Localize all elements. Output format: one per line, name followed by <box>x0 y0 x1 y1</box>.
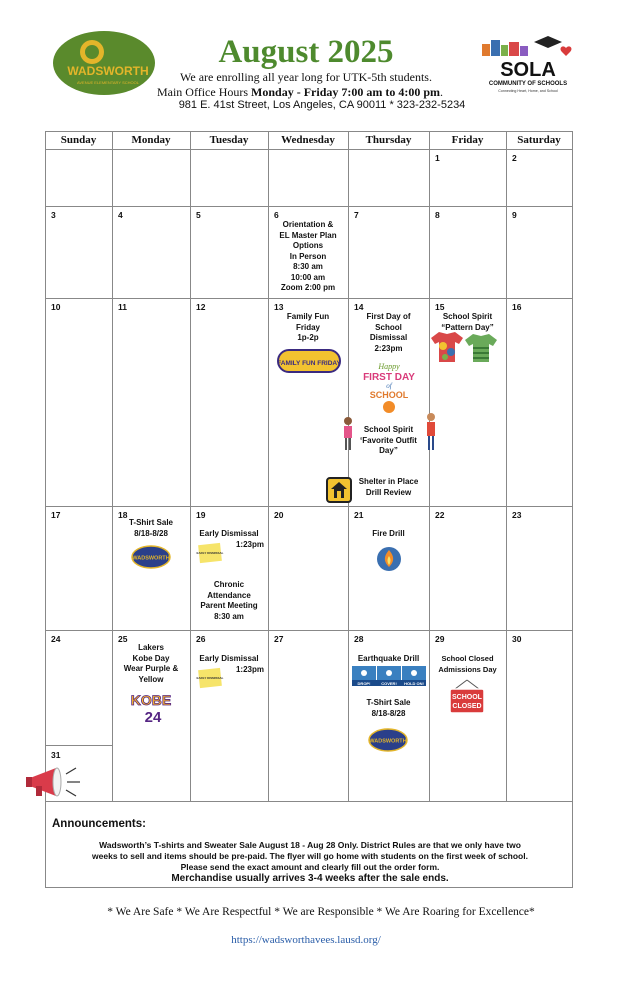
weekday-tuesday: Tuesday <box>209 134 249 146</box>
day-number: 14 <box>354 302 364 312</box>
svg-text:EARLY DISMISSAL: EARLY DISMISSAL <box>196 551 224 555</box>
svg-text:WADSWORTH: WADSWORTH <box>132 555 170 562</box>
weekday-wednesday: Wednesday <box>281 134 335 146</box>
grid-line <box>190 131 191 802</box>
day-number: 20 <box>274 510 284 520</box>
grid-line <box>45 298 573 299</box>
svg-text:KOBE: KOBE <box>130 692 172 708</box>
svg-text:Happy: Happy <box>378 362 400 371</box>
grid-line <box>45 745 113 746</box>
grid-line <box>45 206 573 207</box>
event-attendance-meeting: Chronic Attendance Parent Meeting 8:30 am <box>200 580 258 621</box>
grid-line <box>45 131 573 132</box>
school-closed-sign-icon <box>447 679 487 715</box>
day-number: 22 <box>435 510 445 520</box>
svg-text:of: of <box>386 382 392 390</box>
day-number: 19 <box>196 510 206 520</box>
calendar-grid <box>45 131 573 802</box>
enrollment-notice: We are enrolling all year long for UTK-5th students. <box>180 70 432 84</box>
first-day-of-school-icon <box>359 359 419 415</box>
wadsworth-badge-icon <box>368 728 408 752</box>
day-number: 21 <box>354 510 364 520</box>
day-number: 15 <box>435 302 445 312</box>
early-dismissal-note-icon <box>198 667 222 689</box>
page-title: August 2025 <box>218 34 394 70</box>
website-link[interactable]: https://wadsworthavees.lausd.org/ <box>231 934 381 946</box>
family-fun-badge-text: FAMILY FUN FRIDAY <box>277 360 341 367</box>
grid-line <box>45 131 46 802</box>
day-number: 3 <box>51 210 56 220</box>
megaphone-icon <box>24 764 86 800</box>
svg-text:FIRST DAY: FIRST DAY <box>363 372 415 383</box>
day-number: 12 <box>196 302 206 312</box>
logo-right-text: SOLA <box>500 59 556 81</box>
day-number: 27 <box>274 634 284 644</box>
early-dismissal-note-icon <box>198 542 222 564</box>
announcements-title: Announcements: <box>52 818 146 830</box>
grid-line <box>506 131 507 802</box>
day-number: 7 <box>354 210 359 220</box>
day-number: 26 <box>196 634 206 644</box>
event-early-dismissal-19: Early Dismissal 1:23pm <box>199 529 264 549</box>
boy-student-icon <box>424 412 438 452</box>
logo-right-subtext: COMMUNITY OF SCHOOLS <box>488 81 568 87</box>
weekday-sunday: Sunday <box>60 134 97 146</box>
wadsworth-badge-icon <box>131 545 171 569</box>
svg-text:24: 24 <box>144 709 162 726</box>
event-earthquake-drill: Earthquake Drill <box>357 654 420 663</box>
grid-line <box>572 131 573 802</box>
school-motto: * We Are Safe * We Are Respectful * We are Responsible * We Are Roaring for Excellence* <box>107 906 535 918</box>
day-number: 13 <box>274 302 284 312</box>
day-number: 17 <box>51 510 61 520</box>
day-number: 24 <box>51 634 61 644</box>
day-number: 28 <box>354 634 364 644</box>
svg-text:EARLY DISMISSAL: EARLY DISMISSAL <box>196 676 224 680</box>
event-kobe-day: Lakers Kobe Day Wear Purple & Yellow <box>123 643 179 684</box>
day-number: 6 <box>274 210 279 220</box>
event-school-closed: School Closed Admissions Day <box>438 654 497 674</box>
fire-drill-icon <box>375 545 403 573</box>
weekday-monday: Monday <box>131 134 171 146</box>
weekday-friday: Friday <box>451 134 484 146</box>
event-fire-drill: Fire Drill <box>372 529 405 538</box>
weekday-thursday: Thursday <box>365 134 412 146</box>
day-number: 1 <box>435 153 440 163</box>
day-number: 8 <box>435 210 440 220</box>
day-number: 16 <box>512 302 522 312</box>
announcements-body: Wadsworth’s T-shirts and Sweater Sale August 18 - Aug 28 Only. District Rules are that we only have two weeks to sell and items should be pre-paid. The flyer will go home with students on the first week of school. Please send the exact amount and clearly fill out the order form. Merchandise usually arrives 3-4 weeks after the sale ends. <box>92 840 528 884</box>
day-number: 5 <box>196 210 201 220</box>
day-number: 11 <box>118 302 127 312</box>
day-number: 25 <box>118 634 128 644</box>
tshirts-icon <box>427 330 499 364</box>
weekday-saturday: Saturday <box>517 134 561 146</box>
day-number: 23 <box>512 510 522 520</box>
event-orientation: Orientation & EL Master Plan Options In Person 8:30 am 10:00 am Zoom 2:00 pm <box>279 220 337 292</box>
day-number: 4 <box>118 210 123 220</box>
event-favorite-outfit-day: School Spirit ‘Favorite Outfit Day” <box>360 425 417 455</box>
event-pattern-day: School Spirit “Pattern Day” <box>441 312 494 332</box>
office-hours: Main Office Hours Monday - Friday 7:00 am to 4:00 pm. <box>156 85 444 99</box>
logo-left-subtext: AVENUE ELEMENTARY SCHOOL <box>77 80 139 85</box>
day-number: 10 <box>51 302 61 312</box>
event-tshirt-sale: T-Shirt Sale 8/18-8/28 <box>128 518 173 538</box>
school-address: 981 E. 41st Street, Los Angeles, CA 90011 * 323-232-5234 <box>178 99 466 111</box>
event-early-dismissal-26: Early Dismissal 1:23pm <box>199 654 264 674</box>
event-shelter-in-place: Shelter in Place Drill Review <box>358 477 419 497</box>
svg-text:SCHOOL: SCHOOL <box>452 694 482 701</box>
event-tshirt-sale-28: T-Shirt Sale 8/18-8/28 <box>366 698 411 718</box>
drop-cover-hold-icon <box>352 666 426 686</box>
grid-line <box>45 506 573 507</box>
svg-text:DROP!: DROP! <box>357 681 371 686</box>
logo-left-text: WADSWORTH <box>67 64 149 78</box>
svg-text:HOLD ON!: HOLD ON! <box>404 681 424 686</box>
kobe-24-icon <box>129 687 173 725</box>
grid-line <box>112 131 113 802</box>
grid-line <box>45 149 573 150</box>
svg-text:SCHOOL: SCHOOL <box>369 390 409 400</box>
logo-right-tagline: Connecting Heart, Home, and School <box>498 89 558 93</box>
svg-text:COVER!: COVER! <box>381 681 397 686</box>
day-number: 9 <box>512 210 517 220</box>
event-first-day: First Day of School Dismissal 2:23pm <box>366 312 411 353</box>
day-number: 2 <box>512 153 517 163</box>
sola-logo <box>478 36 578 96</box>
announcements-box <box>45 802 573 888</box>
event-family-fun-friday: Family Fun Friday 1p-2p <box>286 312 330 342</box>
grid-line <box>429 131 430 802</box>
day-number: 29 <box>435 634 445 644</box>
grid-line <box>45 630 573 631</box>
day-number: 30 <box>512 634 522 644</box>
family-fun-friday-icon <box>277 347 341 375</box>
day-number: 31 <box>51 750 61 760</box>
svg-text:WADSWORTH: WADSWORTH <box>369 738 407 745</box>
day-number: 18 <box>118 510 128 520</box>
svg-text:CLOSED: CLOSED <box>452 703 482 710</box>
